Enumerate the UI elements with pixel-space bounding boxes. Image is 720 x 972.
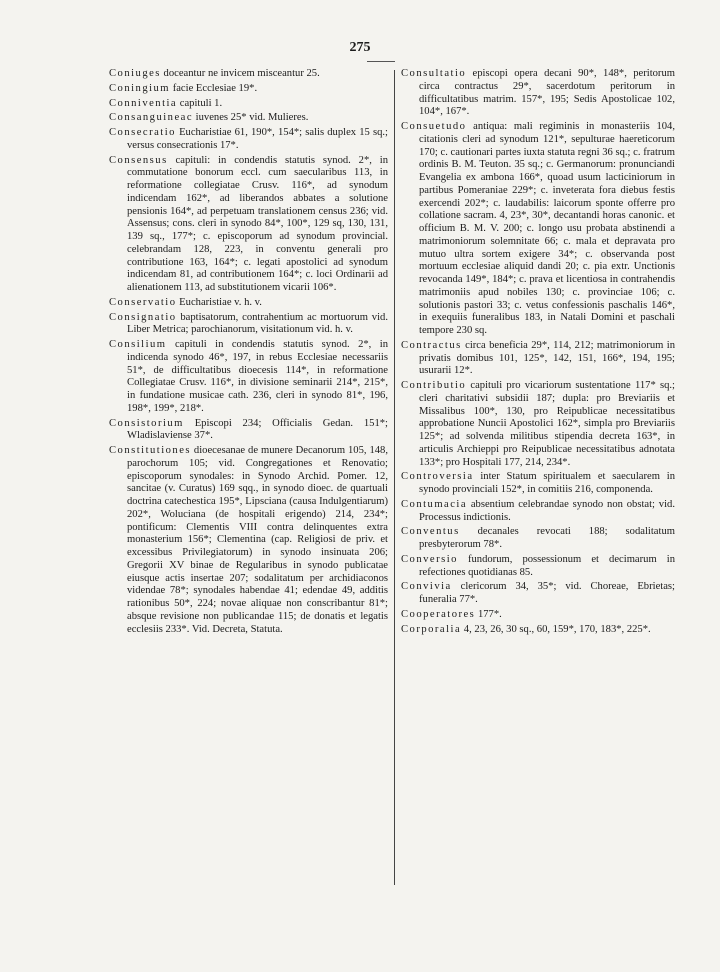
entry-headword: Coniuges (109, 68, 161, 79)
entry-text: circa beneficia 29*, 114, 212; matrimoniorum in privatis domibus 101, 125*, 142, 151, 166*, 194, 195; usurarii 12*. (419, 339, 675, 377)
entry-text: fundorum, possessionum et decimarum in refectiones quotidianas 85. (419, 553, 675, 578)
index-entry (401, 471, 675, 497)
entry-text: 4, 23, 26, 30 sq., 60, 159*, 170, 183*, 225*. (461, 623, 651, 635)
entry-headword: Controversia (401, 471, 474, 483)
page-number-rule (367, 58, 395, 62)
index-entry (109, 155, 388, 295)
entry-text: antiqua: mali regiminis in monasteriis 104, citationis cleri ad synodum 121*, sepulturae haereticorum 170; c. cautionari partes iuxta statuta regni 36 sq.; c. fratrum ordinis B. M. Teuton. 35 sq.; c. Germanorum: pronunciandi Evangelia ex ambona 166*, quoad usum lacticiniorum in partibus Pomeraniae 229*; c. inveterata fora diebus festis exercendi 202*; c. laudabilis: laicorum sponte offerre pro collatione sacram. 4, 23*, 30*, decantandi horas canonic. et officium B. M. V. 200; c. longo usu probata abstinendi a matrimoniorum solemnitate 66; c. mala et depravata pro mutuo ultra sortem exigere 34*; c. observanda post mortuum ecclesiae aliquid dandi 20; c. pia extr. Unctionis revocanda 149*, 184*; c. prava et licentiosa in contrahendis matrimoniis apud nobiles 130; c. provinciae 106; c. solutionis pastori 33; c. vetus confessionis paschalis 146*, in exequiis funeralibus 183, in Natali Domini et paschali tempore 230 sq. (419, 121, 675, 336)
index-entry (401, 581, 675, 607)
index-entry (109, 68, 388, 81)
index-entry (109, 98, 388, 111)
index-entry (401, 609, 675, 622)
entry-text: inter Statum spiritualem et saecularem in synodo provinciali 152*, in comitiis 216, componenda. (419, 471, 675, 495)
entry-text: iuvenes 25* vid. Mulieres. (193, 112, 309, 124)
entry-headword: Consanguineac (109, 112, 194, 124)
entry-text: capituli pro vicariorum sustentatione 117* sq.; cleri charitativi subsidii 187; dupla: pro Breviariis et Missalibus 100*, 130, pro Reipublicae necessitatibus approbatione Nuncii Apostolici 162*, simpla pro Breviariis 125*; ad solvenda militibus stipendia decreta 163*, in articulis Archieppi pro Reipublicae necessitatibus adnotata 133*; pro Hospitali 177, 214, 234*. (419, 380, 675, 468)
entry-headword: Consecratio (109, 127, 176, 138)
entry-headword: Contractus (401, 339, 462, 351)
entry-headword: Consensus (109, 154, 168, 166)
entry-text: doceantur ne invicem misceantur 25. (160, 68, 320, 79)
index-entry (401, 499, 675, 525)
entry-headword: Consultatio (401, 68, 467, 79)
index-entry (401, 380, 675, 469)
entry-headword: Contributio (401, 380, 467, 391)
entry-headword: Consilium (109, 339, 167, 350)
entry-text: Episcopi 234; Officialis Gedan. 151*; Wladislaviense 37*. (127, 417, 388, 442)
entry-text: dioecesanae de munere Decanorum 105, 148, parochorum 105; vid. Congregationes et Renovatio; episcoporum synodales: in Synodo Archid. Pomer. 12, sancitae (v. Curatus) 169 sqq., in synodo dioec. de quartuali doctrina catechestica 195*, Lipsciana (causa Indulgentiarum) 202*, Woluciana (de hospitali erigendo) 214, 234*; pontificum: Clementis VIII contra delinquentes extra monasterium 156*; Clementina (cap. Religiosi de priv. et excessibus Privilegiatorum) in synodo insinuata 206; Gregorii XV binae de Regularibus in synodo publicatae eiusque actis insertae 207; sodalitatum per archidiaconos videndae 78*; synodales habendae 41; edendae 49, additis rationibus 50*, 224; novae aliquae non conscribantur 81*; absque revisione non publicandae 115; de donatis et legatis ecclesiis 233*. Vid. Decreta, Statuta. (127, 445, 388, 635)
index-entry (401, 121, 675, 338)
index-entry (401, 624, 675, 637)
index-entry (109, 445, 388, 636)
index-entry (109, 418, 388, 444)
index-entry (401, 68, 675, 119)
page-number: 275 (349, 40, 371, 55)
index-entry (109, 312, 388, 338)
index-entry (401, 340, 675, 378)
entry-text: facie Ecclesiae 19*. (170, 82, 258, 94)
entry-text: Eucharistiae v. h. v. (176, 296, 262, 308)
entry-headword: Conniventia (109, 97, 178, 109)
entry-headword: Coningium (109, 82, 171, 94)
entry-headword: Consignatio (109, 311, 177, 323)
index-entry (109, 112, 388, 125)
right-column (401, 68, 675, 638)
index-entry (109, 339, 388, 416)
entry-headword: Cooperatores (401, 608, 476, 620)
entry-headword: Constitutiones (109, 445, 191, 456)
entry-text: absentium celebrandae synodo non obstat; vid. Processus indictionis. (419, 498, 675, 523)
entry-text: clericorum 34, 35*; vid. Choreae, Ebrietas; funeralia 77*. (419, 581, 675, 605)
entry-text: capituli 1. (177, 97, 223, 109)
entry-headword: Conservatio (109, 296, 177, 308)
entry-headword: Conventus (401, 526, 460, 538)
entry-text: baptisatorum, contrahentium ac mortuorum vid. Liber Metrica; parochianorum, visitationum vid. h. v. (127, 311, 388, 336)
index-entry (109, 127, 388, 153)
entry-headword: Convivia (401, 581, 452, 593)
left-column (109, 68, 388, 638)
entry-text: Eucharistiae 61, 190*, 154*; salis duplex 15 sq.; versus consecrationis 17*. (127, 127, 388, 151)
entry-text: episcopi opera decani 90*, 148*, peritorum circa contractus 29*, sacerdotum peritorum in difficultatibus matrim. 157*, 195; Sedis Apostolicae 102, 104*, 167*. (419, 68, 675, 118)
entry-text: capituli in condendis statutis synod. 2*, in indicenda synodo 46*, 197, in rebus Ecclesiae necessariis 51*, de difficultatibus dioecesis 114*, in reformatione Collegiatae Crusv. 116*, in divisione seminarii 214*, 215*, in fundatione musicae cath. 236, cleri in synodo 81*, 196, 198*, 199*, 218*. (127, 339, 388, 414)
index-entry (401, 526, 675, 552)
index-entry (109, 83, 388, 96)
entry-text: capituli: in condendis statutis synod. 2*, in commutatione bonorum eccl. cum saecularibus 113, in reformatione collegiatae Crusv. 116*, ad synodum indicendam 162*, ad liberandos abbates a solutione pensionis 164*, ad perpetuam translationem census 236; vid. Assensus; cons. cleri in synodo 84*, 100*, 129 sq, 130, 131, 139 sq., 177*; c. episcoporum ad synodum provincial. celebrandam 128, 223, in conventu generali pro contributione 163, 164*; c. legati apostolici ad synodum indicendam 81, ad contributionem 164*; c. loci Ordinarii ad alienationem 113, ad substitutionem vicarii 106*. (127, 154, 388, 293)
entry-headword: Consistorium (109, 417, 184, 429)
entry-headword: Corporalia (401, 623, 462, 635)
entry-text: 177*. (475, 608, 502, 620)
entry-text: decanales revocati 188; sodalitatum presbyterorum 78*. (419, 526, 675, 550)
entry-headword: Conversio (401, 553, 458, 565)
entry-headword: Consuetudo (401, 121, 467, 132)
index-entry (109, 297, 388, 310)
index-entry (401, 554, 675, 580)
entry-headword: Contumacia (401, 498, 468, 510)
column-divider (394, 70, 395, 885)
